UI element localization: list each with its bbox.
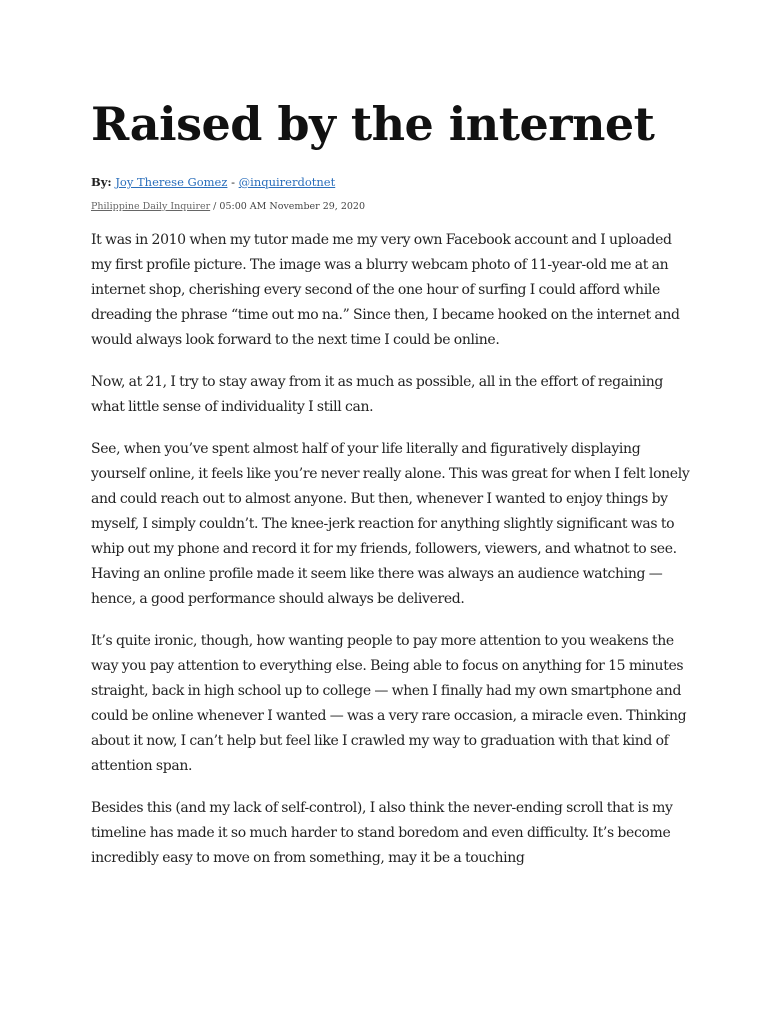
- article-title: Raised by the internet: [91, 97, 655, 151]
- paragraph: It was in 2010 when my tutor made me my very own Facebook account and I uploaded my first profile picture. The image was a blurry webcam photo of 11-year-old me at an internet shop, cherishing every second of the one hour of surfing I could afford while dreading the phrase “time out mo na.” Since then, I became hooked on the internet and would always look forward to the next time I could be online.: [91, 232, 680, 348]
- paragraph: It’s quite ironic, though, how wanting people to pay more attention to you weakens the way you pay attention to everything else. Being able to focus on anything for 15 minutes straight, back in high school up to college — when I finally had my own smartphone and could be online whenever I wanted — was a very rare occasion, a miracle even. Thinking about it now, I can’t help but feel like I crawled my way to graduation with that kind of attention span.: [91, 633, 687, 774]
- byline-separator: -: [227, 175, 239, 189]
- meta-separator: /: [210, 201, 220, 212]
- publish-datetime: 05:00 AM November 29, 2020: [219, 201, 366, 212]
- byline-label: By:: [91, 175, 112, 189]
- byline: [91, 173, 335, 191]
- source-link[interactable]: Philippine Daily Inquirer: [91, 201, 211, 212]
- paragraph: See, when you’ve spent almost half of your life literally and figuratively displaying yourself online, it feels like you’re never really alone. This was great for when I felt lonely and could reach out to almost anyone. But then, whenever I wanted to enjoy things by myself, I simply couldn’t. The knee-jerk reaction for anything slightly significant was to whip out my phone and record it for my friends, followers, viewers, and whatnot to see. Having an online profile made it seem like there was always an audience watching — hence, a good performance should always be delivered.: [91, 441, 690, 607]
- paragraph: Now, at 21, I try to stay away from it as much as possible, all in the effort of regaining what little sense of individuality I still can.: [91, 374, 663, 415]
- article-body: [91, 228, 691, 888]
- twitter-handle-link[interactable]: @inquirerdotnet: [238, 175, 336, 189]
- author-link[interactable]: Joy Therese Gomez: [115, 175, 228, 189]
- paragraph: Besides this (and my lack of self-control), I also think the never-ending scroll that is my timeline has made it so much harder to stand boredom and even difficulty. It’s become incredibly easy to move on from something, may it be a touching: [91, 800, 673, 866]
- article-meta: [91, 199, 365, 215]
